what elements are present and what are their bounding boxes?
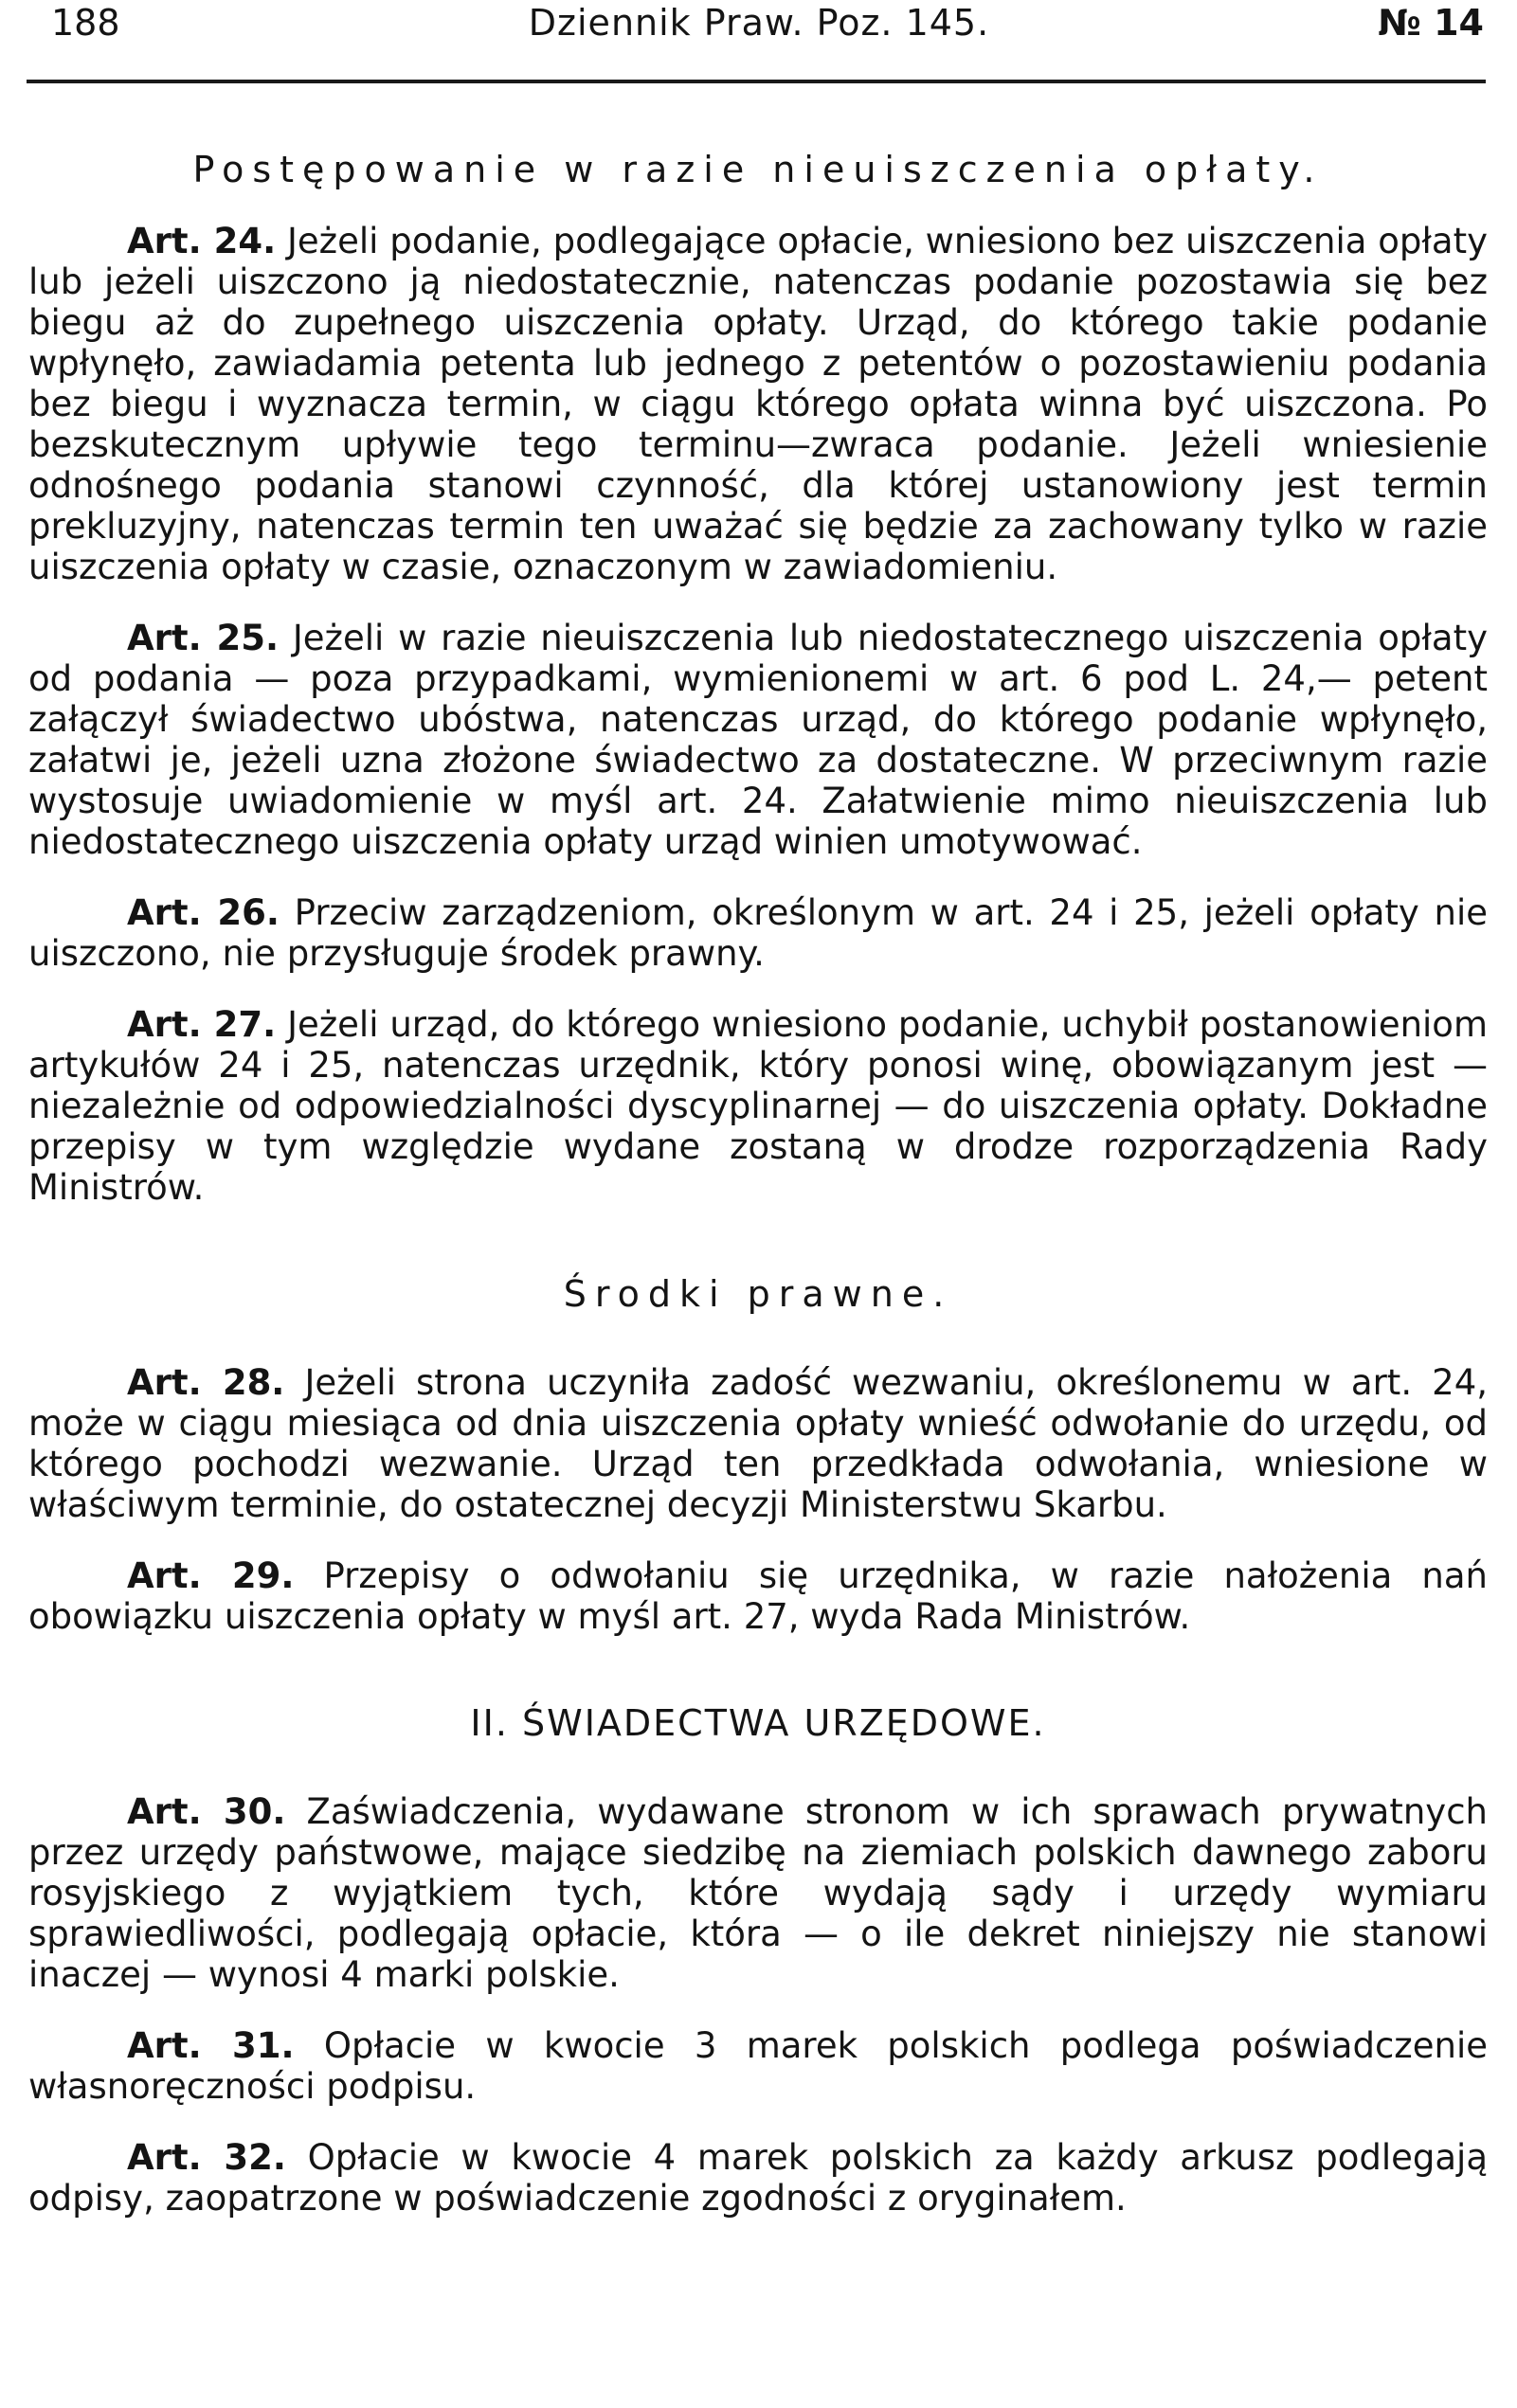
page-header — [34, 0, 1484, 66]
article-text: Opłacie w kwocie 3 marek polskich podlega poświadczenie własnoręczności podpisu. — [28, 2025, 1488, 2107]
section-title: Środki prawne. — [563, 1273, 953, 1315]
article-label: Art. 24. — [127, 221, 277, 261]
article-27 — [28, 1004, 1488, 1208]
header-rule — [27, 80, 1486, 83]
document-body — [28, 150, 1488, 2219]
article-text: Jeżeli w razie nieuiszczenia lub niedostatecznego uiszczenia opłaty od podania — poza przypadkami, wymienionemi w art. 6 pod L. 24,— petent załączył świadectwo ubóstwa, natenczas urząd, do którego podanie wpłynęło, załatwi je, jeżeli uzna złożone świadectwo za dostateczne. W przeciwnym razie wystosuje uwiadomienie w myśl art. 24. Załatwienie mimo nieuiszczenia lub niedostatecznego uiszczenia opłaty urząd winien umotywować. — [28, 618, 1488, 862]
article-label: Art. 25. — [127, 618, 280, 658]
article-label: Art. 29. — [127, 1555, 295, 1596]
article-label: Art. 32. — [127, 2137, 286, 2178]
issue-number: № 14 — [1378, 2, 1484, 44]
article-text: Jeżeli podanie, podlegające opłacie, wniesiono bez uiszczenia opłaty lub jeżeli uiszczono ją niedostatecznie, natenczas podanie pozostawia się bez biegu aż do zupełnego uiszczenia opłaty. Urząd, do którego takie podanie wpłynęło, zawiadamia petenta lub jednego z petentów o pozostawieniu podania bez biegu i wyznacza termin, w ciągu którego opłata winna być uiszczona. Po bezskutecznym upływie tego terminu—zwraca podanie. Jeżeli wniesienie odnośnego podania stanowi czynność, dla której ustanowiony jest termin prekluzyjny, natenczas termin ten uważać się będzie za zachowany tylko w razie uiszczenia opłaty w czasie, oznaczonym w zawiadomieniu. — [28, 221, 1488, 587]
section-title: Postępowanie w razie nieuiszczenia opłaty. — [192, 149, 1324, 190]
article-text: Jeżeli strona uczyniła zadość wezwaniu, określonemu w art. 24, może w ciągu miesiąca od dnia uiszczenia opłaty wnieść odwołanie do urzędu, od którego pochodzi wezwanie. Urząd ten przedkłada odwołania, wniesione w właściwym terminie, do ostatecznej decyzji Ministerstwu Skarbu. — [28, 1362, 1488, 1525]
article-label: Art. 27. — [127, 1004, 277, 1045]
article-text: Zaświadczenia, wydawane stronom w ich sprawach prywatnych przez urzędy państwowe, mające siedzibę na ziemiach polskich dawnego zaboru rosyjskiego z wyjątkiem tych, które wydają sądy i urzędy wymiaru sprawiedliwości, podlegają opłacie, która — o ile dekret niniejszy nie stanowi inaczej — wynosi 4 marki polskie. — [28, 1791, 1489, 1995]
article-24 — [28, 221, 1488, 587]
article-label: Art. 31. — [127, 2025, 295, 2066]
article-29 — [28, 1555, 1488, 1637]
article-26 — [28, 892, 1488, 974]
article-text: Przeciw zarządzeniom, określonym w art. 24 i 25, jeżeli opłaty nie uiszczono, nie przysługuje środek prawny. — [28, 892, 1488, 974]
article-31 — [28, 2025, 1488, 2107]
page-number: 188 — [51, 2, 120, 44]
article-label: Art. 30. — [127, 1791, 286, 1832]
article-32 — [28, 2137, 1488, 2219]
article-28 — [28, 1362, 1488, 1525]
journal-reference: Dziennik Praw. Poz. 145. — [528, 2, 990, 44]
article-text: Jeżeli urząd, do którego wniesiono podanie, uchybił postanowieniom artykułów 24 i 25, natenczas urzędnik, który ponosi winę, obowiązanym jest — niezależnie od odpowiedzialności dyscyplinarnej — do uiszczenia opłaty. Dokładne przepisy w tym względzie wydane zostaną w drodze rozporządzenia Rady Ministrów. — [28, 1004, 1488, 1208]
article-label: Art. 26. — [127, 892, 280, 933]
article-30 — [28, 1791, 1488, 1995]
article-text: Przepisy o odwołaniu się urzędnika, w razie nałożenia nań obowiązku uiszczenia opłaty w myśl art. 27, wyda Rada Ministrów. — [28, 1555, 1488, 1637]
article-25 — [28, 618, 1488, 862]
section-title: II. ŚWIADECTWA URZĘDOWE. — [470, 1702, 1046, 1744]
article-label: Art. 28. — [127, 1362, 285, 1403]
article-text: Opłacie w kwocie 4 marek polskich za każdy arkusz podlegają odpisy, zaopatrzone w poświadczenie zgodności z oryginałem. — [28, 2137, 1488, 2219]
